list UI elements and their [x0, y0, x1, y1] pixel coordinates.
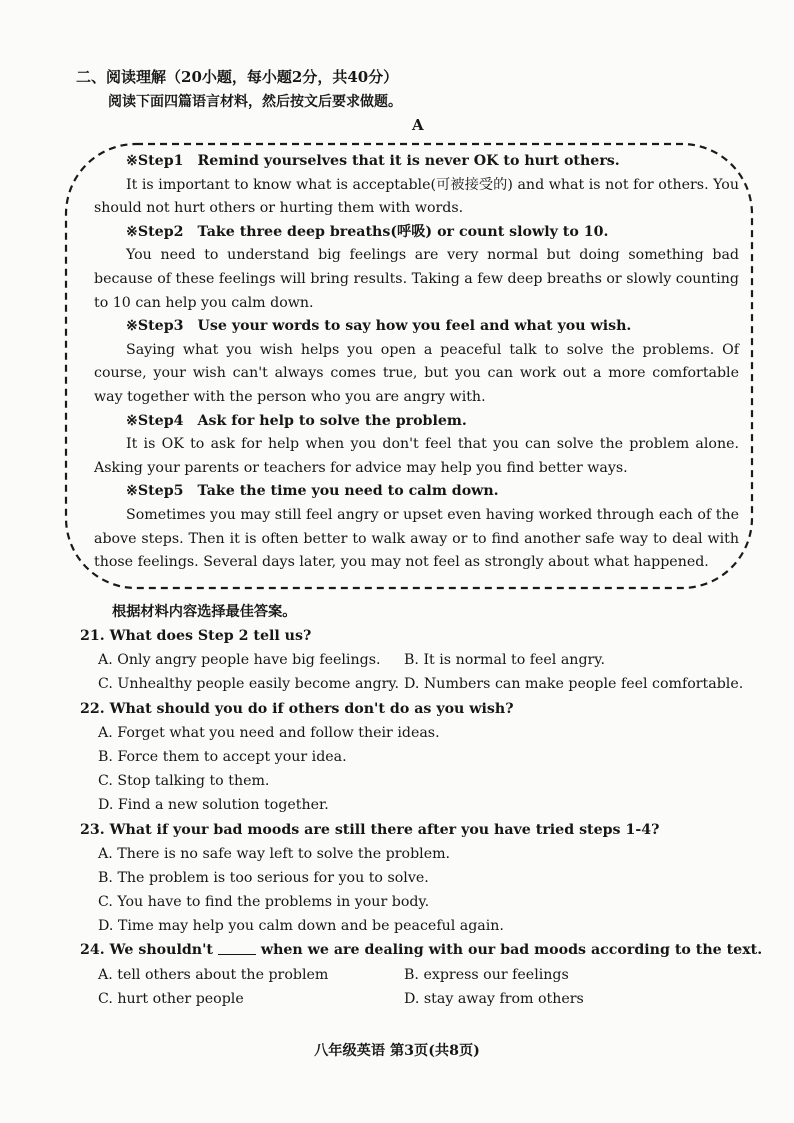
- question-21-options-row-2: [80, 672, 744, 696]
- step-3-body: Saying what you wish helps you open a peaceful talk to solve the problems. Of course, your wish can't always comes true, but you can work out a more comfortable way together with the person who you are angry with.: [94, 341, 739, 405]
- question-23-option-a[interactable]: A. There is no safe way left to solve the problem.: [98, 845, 451, 862]
- question-22-option-a[interactable]: A. Forget what you need and follow their ideas.: [98, 724, 440, 741]
- question-24-stem-end: when we are dealing with our bad moods according to the text.: [260, 942, 763, 959]
- step-3-number: ※Step3: [126, 318, 184, 335]
- question-22-option-d-row: [80, 793, 740, 817]
- question-23-option-c[interactable]: C. You have to find the problems in your body.: [98, 894, 430, 911]
- questions-instruction: 根据材料内容选择最佳答案。: [112, 604, 297, 620]
- step-2-body: You need to understand big feelings are very normal but doing something bad because of these feelings will bring results. Taking a few deep breaths or slowly counting to 10 can help you calm down.: [94, 247, 739, 311]
- question-22-option-c-row: [80, 769, 740, 793]
- question-22-stem: 22. What should you do if others don't do as you wish?: [80, 700, 514, 717]
- question-23-option-b-row: [80, 866, 740, 890]
- question-23-option-a-row: [80, 842, 740, 866]
- step-4-body: It is OK to ask for help when you don't feel that you can solve the problem alone. Asking your parents or teachers for advice may help you find better ways.: [94, 436, 739, 476]
- section-instruction: 阅读下面四篇语言材料，然后按文后要求做题。: [108, 94, 402, 110]
- step-3-title: Use your words to say how you feel and what you wish.: [197, 318, 632, 335]
- step-4-title: Ask for help to solve the problem.: [197, 412, 467, 429]
- question-24-stem: [80, 938, 763, 962]
- step-3-heading: [94, 315, 739, 339]
- question-21-option-b[interactable]: B. It is normal to feel angry.: [404, 652, 605, 669]
- question-22-option-a-row: [80, 721, 740, 745]
- question-24-stem-start: 24. We shouldn't: [80, 942, 213, 959]
- question-22-option-d[interactable]: D. Find a new solution together.: [98, 797, 329, 814]
- answer-blank: [218, 939, 256, 955]
- step-1-title: Remind yourselves that it is never OK to hurt others.: [197, 153, 620, 169]
- question-23-option-b[interactable]: B. The problem is too serious for you to solve.: [98, 869, 429, 886]
- question-21-options-row-1: [80, 648, 740, 672]
- step-1-number: ※Step1: [126, 153, 184, 169]
- question-24-option-c[interactable]: C. hurt other people: [98, 990, 244, 1007]
- question-21-option-c[interactable]: C. Unhealthy people easily become angry.: [98, 676, 400, 693]
- question-23-option-d[interactable]: D. Time may help you calm down and be peaceful again.: [98, 918, 504, 935]
- questions-area: [80, 600, 763, 1011]
- step-4-heading: [94, 410, 739, 434]
- step-2-number: ※Step2: [126, 223, 184, 240]
- step-5-title: Take the time you need to calm down.: [197, 483, 499, 500]
- step-4-number: ※Step4: [126, 412, 184, 429]
- question-24-options-row-2: [80, 987, 740, 1011]
- section-title: 二、阅读理解（20小题，每小题2分，共40分）: [76, 68, 399, 86]
- question-23-option-c-row: [80, 890, 740, 914]
- question-24-option-d[interactable]: D. stay away from others: [404, 990, 584, 1007]
- question-22-option-b-row: [80, 745, 740, 769]
- question-21-option-d[interactable]: D. Numbers can make people feel comfortable.: [404, 676, 744, 693]
- question-24-option-a[interactable]: A. tell others about the problem: [98, 966, 329, 983]
- step-1-heading: [94, 150, 739, 174]
- question-23-stem: 23. What if your bad moods are still there after you have tried steps 1-4?: [80, 821, 660, 838]
- step-5-number: ※Step5: [126, 483, 184, 500]
- question-24-options-row-1: [80, 963, 740, 987]
- passage-label: A: [412, 116, 424, 134]
- question-23-option-d-row: [80, 914, 740, 938]
- question-22-option-b[interactable]: B. Force them to accept your idea.: [98, 748, 347, 765]
- question-21-stem: 21. What does Step 2 tell us?: [80, 628, 312, 644]
- step-1-body: It is important to know what is acceptable(可被接受的) and what is not for others. You should not hurt others or hurting them with words.: [94, 176, 739, 217]
- question-24-option-b[interactable]: B. express our feelings: [404, 966, 569, 983]
- step-2-title: Take three deep breaths(呼吸) or count slowly to 10.: [197, 223, 609, 240]
- step-5-heading: [94, 480, 739, 504]
- step-2-heading: [94, 221, 739, 245]
- reading-passage: [94, 150, 739, 575]
- step-5-body: Sometimes you may still feel angry or upset even having worked through each of the above steps. Then it is often better to walk away or to find another safe way to deal with those feelings. Several days later, you may not feel as strongly about what happened.: [94, 506, 739, 571]
- page-footer: 八年级英语 第3页(共8页): [314, 1043, 480, 1059]
- question-22-option-c[interactable]: C. Stop talking to them.: [98, 773, 270, 790]
- question-21-option-a[interactable]: A. Only angry people have big feelings.: [98, 652, 381, 669]
